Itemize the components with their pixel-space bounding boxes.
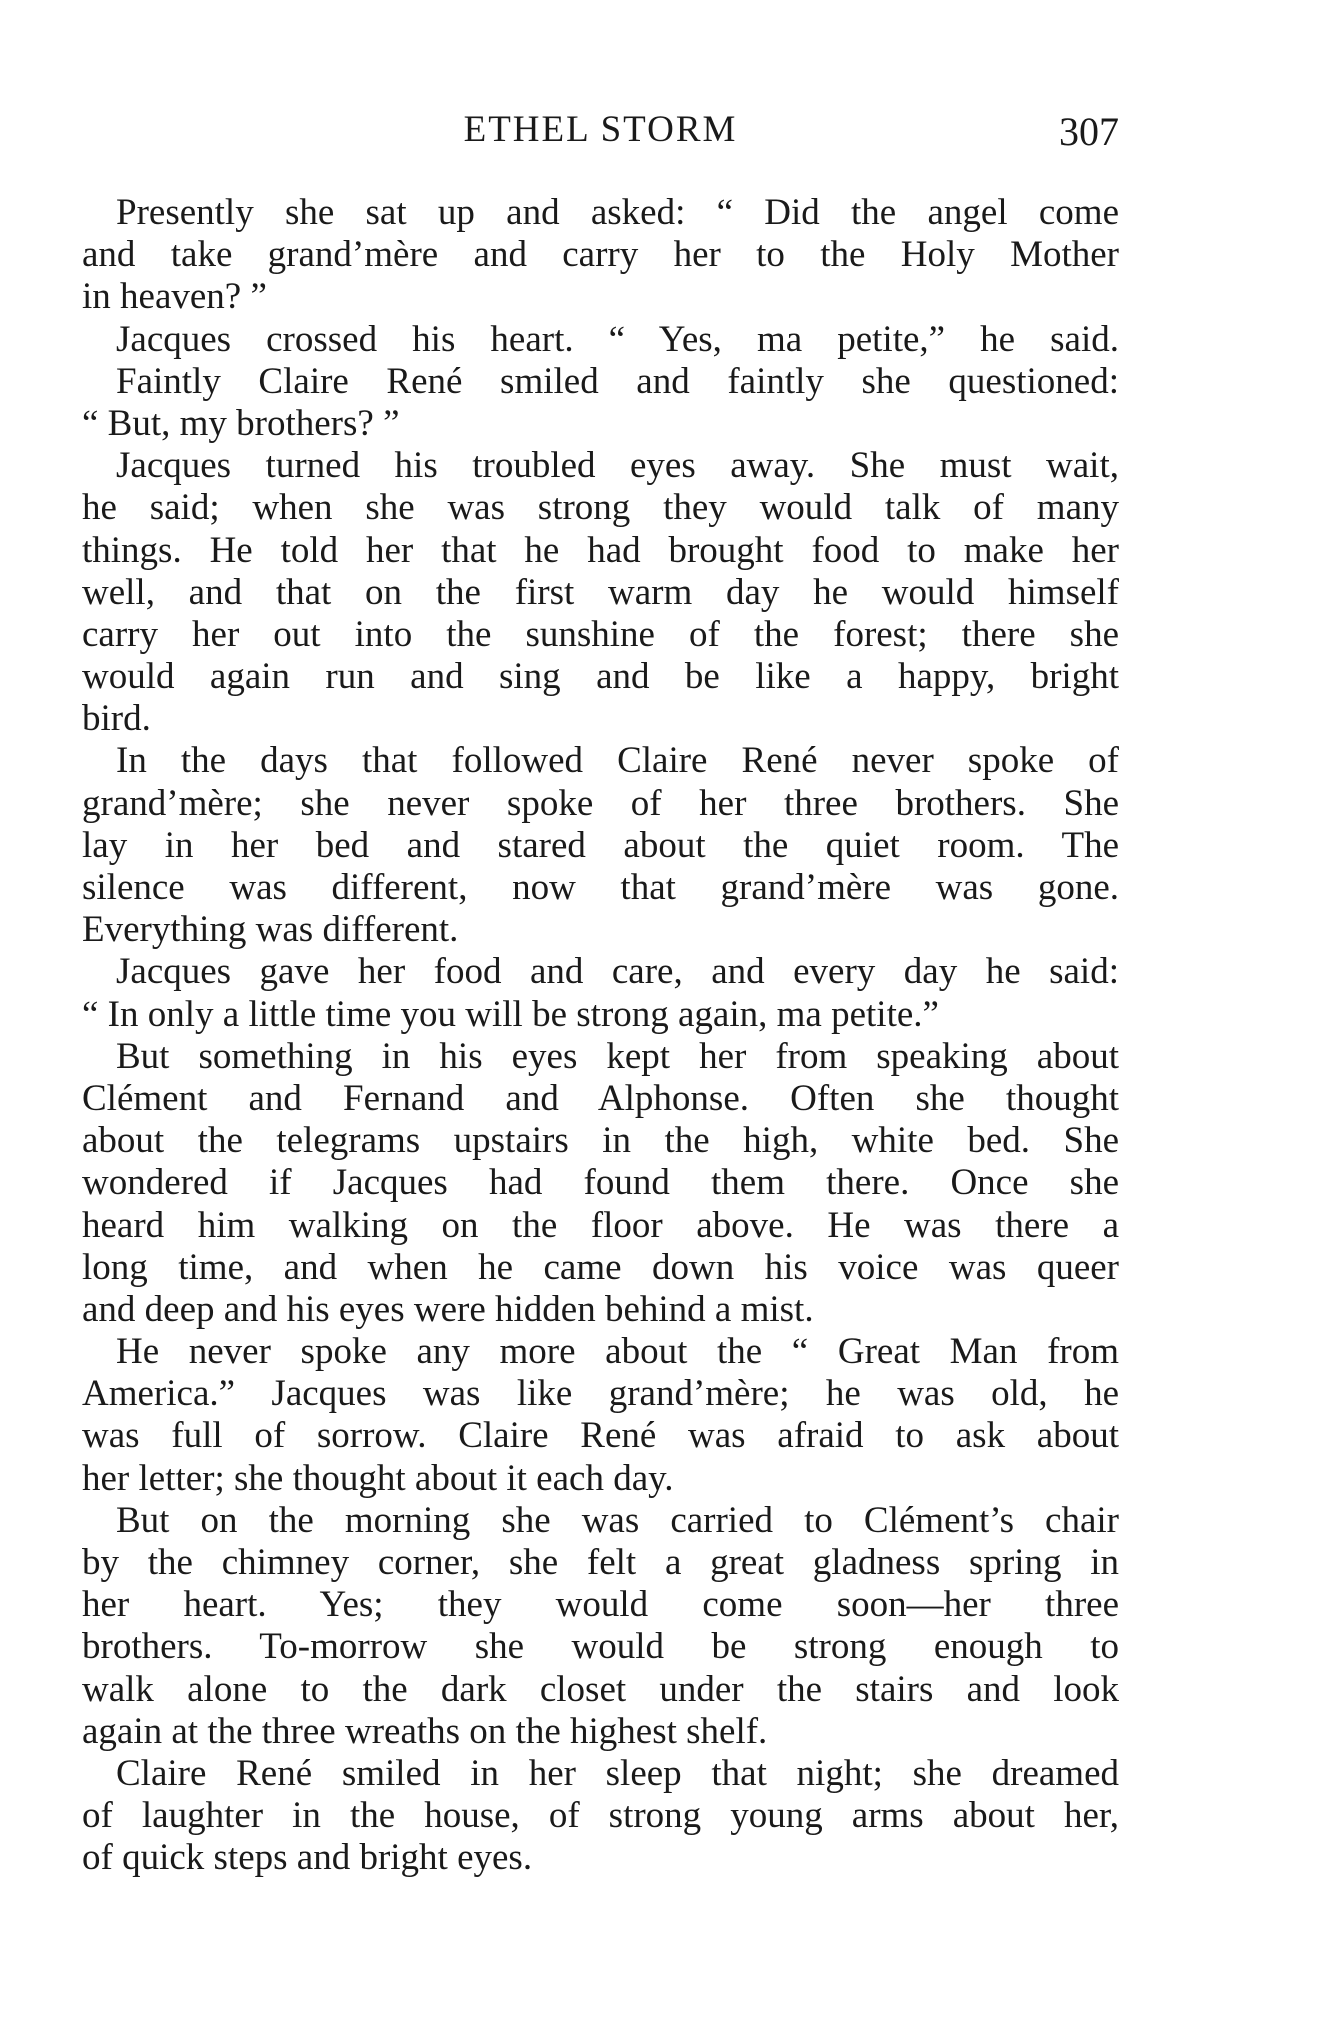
text-line: In the days that followed Claire René never spoke of — [116, 740, 1119, 782]
text-line: and take grand’mère and carry her to the Holy Mother — [82, 234, 1119, 276]
text-line: Faintly Claire René smiled and faintly she questioned: — [116, 360, 1119, 402]
text-line: things. He told her that he had brought food to make her — [82, 529, 1119, 571]
text-line: well, and that on the first warm day he would himself — [82, 571, 1119, 613]
text-line: wondered if Jacques had found them there. Once she — [82, 1162, 1119, 1204]
text-line: brothers. To-morrow she would be strong enough to — [82, 1626, 1119, 1668]
text-line: Jacques turned his troubled eyes away. She must wait, — [116, 445, 1119, 487]
text-line: and deep and his eyes were hidden behind a mist. — [82, 1288, 814, 1330]
text-line: long time, and when he came down his voice was queer — [82, 1246, 1119, 1288]
text-line: grand’mère; she never spoke of her three brothers. She — [82, 782, 1119, 824]
text-line: again at the three wreaths on the highest shelf. — [82, 1710, 768, 1752]
text-line: he said; when she was strong they would talk of many — [82, 487, 1119, 529]
running-title: ETHEL STORM — [463, 109, 738, 150]
text-line: would again run and sing and be like a happy, bright — [82, 656, 1119, 698]
text-line: But on the morning she was carried to Clément’s chair — [116, 1499, 1119, 1541]
text-line: was full of sorrow. Claire René was afraid to ask about — [82, 1415, 1119, 1457]
text-line: “ In only a little time you will be strong again, ma petite.” — [82, 993, 939, 1035]
text-line: carry her out into the sunshine of the forest; there she — [82, 613, 1119, 655]
text-line: in heaven? ” — [82, 276, 267, 318]
text-line: Jacques crossed his heart. “ Yes, ma petite,” he said. — [116, 318, 1119, 360]
text-line: Clément and Fernand and Alphonse. Often she thought — [82, 1077, 1119, 1119]
text-line: lay in her bed and stared about the quiet room. The — [82, 824, 1119, 866]
text-line: walk alone to the dark closet under the stairs and look — [82, 1668, 1119, 1710]
text-line: bird. — [82, 698, 151, 740]
text-line: Presently she sat up and asked: “ Did the angel come — [116, 192, 1119, 233]
text-line: of laughter in the house, of strong young arms about her, — [82, 1795, 1119, 1837]
text-line: about the telegrams upstairs in the high, white bed. She — [82, 1120, 1119, 1162]
text-line: He never spoke any more about the “ Great Man from — [116, 1331, 1119, 1373]
text-line: of quick steps and bright eyes. — [82, 1837, 533, 1879]
page-number: 307 — [1059, 109, 1119, 154]
text-line: her letter; she thought about it each day. — [82, 1457, 674, 1499]
text-line: Claire René smiled in her sleep that night; she dreamed — [116, 1752, 1119, 1794]
text-line: heard him walking on the floor above. He was there a — [82, 1204, 1119, 1246]
body-text — [82, 192, 1119, 1880]
text-line: silence was different, now that grand’mère was gone. — [82, 867, 1119, 908]
text-line: America.” Jacques was like grand’mère; he was old, he — [82, 1373, 1119, 1415]
text-line: by the chimney corner, she felt a great gladness spring in — [82, 1542, 1119, 1583]
text-line: “ But, my brothers? ” — [82, 402, 400, 444]
text-line: Everything was different. — [82, 909, 459, 951]
running-head — [82, 108, 1119, 158]
text-line: her heart. Yes; they would come soon—her three — [82, 1584, 1119, 1626]
text-line: Jacques gave her food and care, and every day he said: — [116, 951, 1119, 993]
text-line: But something in his eyes kept her from speaking about — [116, 1035, 1119, 1077]
